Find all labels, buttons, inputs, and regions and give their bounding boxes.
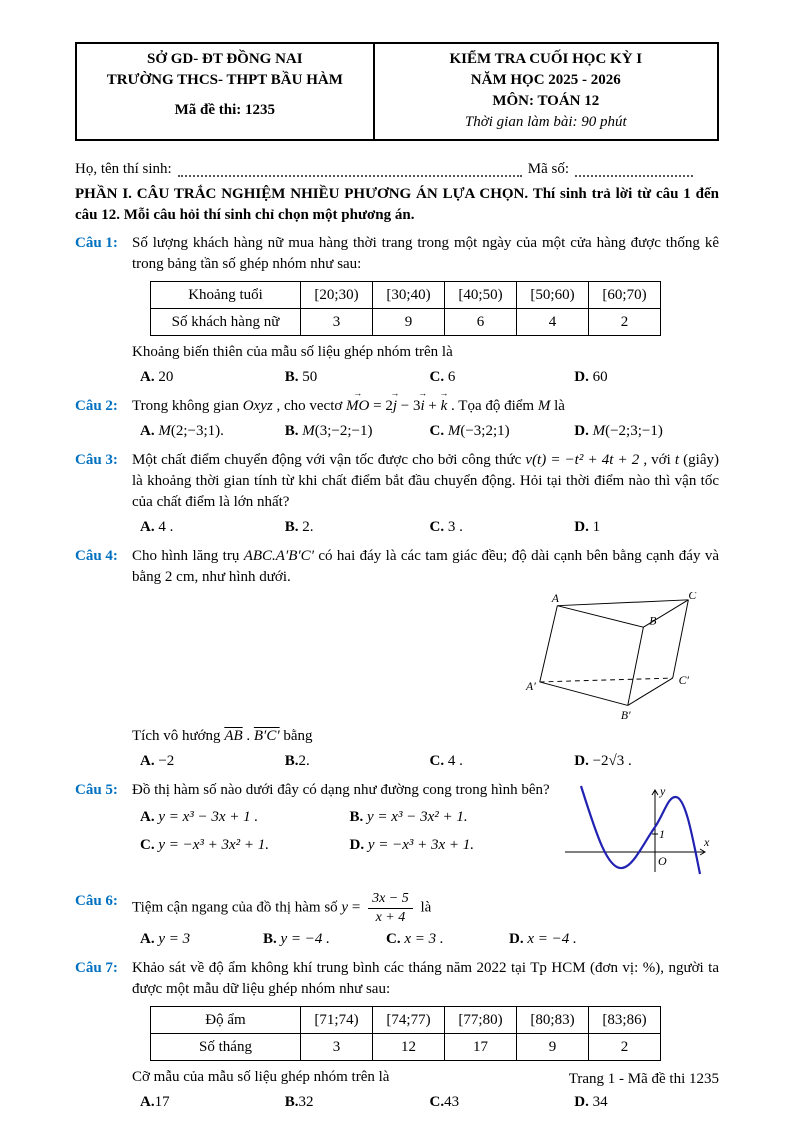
question-6-options — [132, 929, 632, 950]
fraction-numerator: 3x − 5 — [368, 891, 413, 909]
question-2 — [75, 396, 719, 443]
stem-part: có hai đáy là các tam giác đều; độ dài cạnh bên bằng cạnh đáy và bằng 2 cm, như hình dưới. — [132, 548, 719, 585]
option-b — [263, 929, 386, 950]
stem-part: bằng — [279, 728, 313, 744]
option-text: 3 . — [444, 519, 463, 535]
option-text: 2. — [298, 753, 310, 769]
option-text: (−3;2;1) — [460, 423, 510, 439]
option-text: 20 — [154, 369, 174, 385]
option-text: 6 — [444, 369, 456, 385]
question-1-body — [132, 233, 719, 389]
question-2-options — [132, 421, 719, 442]
question-7-body — [132, 958, 719, 1114]
question-3 — [75, 450, 719, 539]
option-text: y = 3 — [158, 931, 191, 948]
option-text: C. — [429, 519, 445, 535]
question-3-label: Câu 3: — [75, 452, 118, 468]
question-4-label: Câu 4: — [75, 548, 118, 564]
stem-part: ABC.A′B′C′ — [243, 548, 314, 564]
question-1-options — [132, 367, 719, 388]
option-text: M — [302, 423, 315, 439]
table-cell: [80;83) — [517, 1007, 589, 1034]
stem-part: . Tọa độ điểm — [447, 398, 538, 414]
row-label: Số tháng — [151, 1034, 301, 1061]
prism-edge — [557, 606, 643, 628]
row-label: Độ ẩm — [151, 1007, 301, 1034]
option-text: C. — [429, 1094, 445, 1111]
stem-part: Tiệm cận ngang của đồ thị hàm số — [132, 899, 342, 916]
option-text: −2√3 . — [588, 753, 632, 769]
option-text: M — [592, 423, 606, 439]
question-6-body — [132, 891, 719, 951]
table-cell: 6 — [445, 309, 517, 336]
option-text: y = −x³ + 3x² + 1. — [158, 837, 270, 853]
option-c — [386, 929, 509, 950]
origin-label: O — [658, 854, 667, 868]
option-d — [350, 835, 560, 856]
question-5-stem: Đồ thị hàm số nào dưới đây có dạng như đường cong trong hình bên? — [132, 782, 550, 798]
option-text: y = x³ − 3x + 1 . — [158, 809, 259, 825]
table-cell: 9 — [517, 1034, 589, 1061]
stem-part: M — [537, 398, 551, 414]
question-4-follow — [132, 726, 719, 747]
option-d — [574, 1092, 719, 1113]
fraction — [368, 891, 413, 925]
question-1-stem: Số lượng khách hàng nữ mua hàng thời trang trong một ngày của một cửa hàng được thống kê trong bảng tần số ghép nhóm như sau: — [132, 235, 719, 272]
table-row — [151, 1007, 661, 1034]
vertex-label-c1: C′ — [678, 673, 689, 687]
question-6-stem — [132, 891, 719, 925]
question-1-follow: Khoảng biến thiên của mẫu số liệu ghép nhóm trên là — [132, 344, 453, 360]
fraction-denominator: x + 4 — [375, 909, 406, 925]
option-text: B. — [263, 931, 281, 948]
option-text: 43 — [444, 1094, 460, 1111]
stem-part: Trong không gian — [132, 398, 243, 414]
stem-part: Cho hình lăng trụ — [132, 548, 244, 564]
option-text: A. — [140, 809, 159, 825]
option-text: C. — [429, 753, 445, 769]
option-text: D. — [574, 369, 589, 385]
option-text: 2. — [298, 519, 314, 535]
option-text: x = −4 . — [527, 931, 577, 948]
axis-label-y: y — [660, 784, 666, 798]
option-b — [285, 517, 430, 538]
option-a — [140, 929, 263, 950]
option-a — [140, 751, 285, 772]
page-footer: Trang 1 - Mã đề thi 1235 — [568, 1071, 719, 1087]
stem-part: B′C′ — [253, 728, 280, 744]
prism-edge — [540, 606, 558, 682]
question-7-follow: Cỡ mẫu của mẫu số liệu ghép nhóm trên là — [132, 1069, 390, 1086]
exam-duration: Thời gian làm bài: 90 phút — [464, 114, 627, 130]
option-text: 60 — [588, 369, 608, 385]
option-c — [430, 517, 575, 538]
vertex-label-b1: B′ — [620, 709, 631, 723]
question-5-left — [132, 780, 559, 856]
row-label: Khoảng tuổi — [151, 282, 301, 309]
equals-sign: = — [348, 899, 365, 916]
option-text: y = x³ − 3x² + 1. — [367, 809, 468, 825]
option-text: y = −4 . — [280, 931, 330, 948]
table-cell: [83;86) — [589, 1007, 661, 1034]
option-text: C. — [140, 837, 159, 853]
question-3-options — [132, 517, 719, 538]
option-b — [350, 807, 560, 828]
option-text: C. — [429, 369, 445, 385]
option-text: −2 — [154, 753, 175, 769]
table-cell: 2 — [589, 309, 661, 336]
question-4-figure-wrap — [132, 592, 719, 724]
question-7-stem: Khảo sát về độ ẩm không khí trung bình các tháng năm 2022 tại Tp HCM (đơn vị: %), người ta được một mẫu dữ liệu ghép nhóm như sau: — [132, 960, 719, 998]
option-text: B. — [284, 753, 299, 769]
option-c — [140, 835, 350, 856]
question-2-stem — [132, 396, 719, 417]
axis-label-x: x — [704, 835, 710, 849]
stem-part: , với — [639, 452, 675, 468]
stem-part: j → — [393, 396, 397, 417]
option-text: 4 . — [154, 519, 174, 535]
option-a — [140, 1092, 285, 1113]
subject-name: MÔN: TOÁN 12 — [492, 93, 600, 109]
option-text: D. — [349, 837, 368, 853]
option-d — [574, 421, 719, 442]
stem-part: v(t) = −t² + 4t + 2 — [525, 452, 640, 468]
question-7 — [75, 958, 719, 1114]
stem-part: t — [674, 452, 680, 468]
stem-part: + — [424, 398, 441, 414]
table-cell: [60;70) — [589, 282, 661, 309]
vertex-label-b: B — [649, 614, 657, 628]
stem-part: − 3 — [397, 398, 421, 414]
option-text: D. — [509, 931, 528, 948]
cubic-graph — [559, 782, 714, 877]
table-cell: [50;60) — [517, 282, 589, 309]
student-id-label: Mã số: — [527, 161, 569, 177]
part1-heading: PHẦN I. CÂU TRẮC NGHIỆM NHIỀU PHƯƠNG ÁN LỰA CHỌN. Thí sinh trả lời từ câu 1 đến câu 12. Mỗi câu hỏi thí sinh chỉ chọn một phương án. — [75, 186, 719, 223]
exam-header — [75, 42, 719, 141]
table-cell: 17 — [445, 1034, 517, 1061]
option-c — [430, 1092, 575, 1113]
option-d — [574, 751, 719, 772]
question-7-options — [132, 1092, 719, 1113]
prism-hidden-edge — [540, 678, 673, 682]
school-year: NĂM HỌC 2025 - 2026 — [470, 72, 621, 88]
option-text: C. — [386, 931, 405, 948]
question-5-body — [132, 780, 719, 884]
table-cell: [71;74) — [301, 1007, 373, 1034]
option-d — [574, 367, 719, 388]
stem-part: i → — [420, 396, 424, 417]
option-text: B. — [284, 369, 299, 385]
question-6 — [75, 891, 719, 951]
option-text: B. — [284, 423, 303, 439]
student-name-label: Họ, tên thí sinh: — [75, 161, 172, 177]
question-7-table — [150, 1006, 661, 1061]
header-school-block — [77, 44, 375, 139]
question-3-stem — [132, 450, 719, 513]
table-row — [151, 282, 661, 309]
stem-part: Một chất điểm chuyển động với vận tốc được cho bởi công thức — [132, 452, 526, 468]
question-1-label: Câu 1: — [75, 235, 118, 251]
option-text: M — [158, 423, 171, 439]
prism-edge — [628, 678, 673, 705]
vertex-label-c: C — [688, 592, 697, 602]
prism-edge — [540, 682, 628, 705]
student-info-line — [75, 159, 719, 180]
vertex-label-a: A — [551, 592, 559, 605]
option-d — [509, 929, 632, 950]
question-4-body — [132, 546, 719, 773]
option-text: B. — [284, 1094, 299, 1111]
option-text: D. — [574, 423, 593, 439]
school-department: SỞ GD- ĐT ĐỒNG NAI — [147, 51, 303, 67]
option-text: A. — [140, 931, 159, 948]
option-text: A. — [140, 753, 155, 769]
option-c — [430, 367, 575, 388]
option-b — [285, 367, 430, 388]
table-cell: 2 — [589, 1034, 661, 1061]
option-text: 1 — [588, 519, 601, 535]
stem-part: là — [416, 899, 432, 916]
table-row — [151, 309, 661, 336]
unit-label: 1 — [659, 827, 665, 841]
option-b — [285, 421, 430, 442]
option-b — [285, 1092, 430, 1113]
option-text: A. — [140, 423, 159, 439]
option-text: A. — [140, 1094, 155, 1111]
option-text: 4 . — [444, 753, 463, 769]
table-cell: [40;50) — [445, 282, 517, 309]
table-row — [151, 1034, 661, 1061]
option-text: (2;−3;1). — [170, 423, 224, 439]
vertex-label-a1: A′ — [526, 679, 536, 693]
option-text: A. — [140, 369, 155, 385]
question-2-body — [132, 396, 719, 443]
option-text: (−2;3;−1) — [605, 423, 663, 439]
option-text: (3;−2;−1) — [314, 423, 373, 439]
option-a — [140, 807, 350, 828]
question-7-label: Câu 7: — [75, 960, 118, 977]
stem-part: (giây) là khoảng thời gian tính từ khi chất điểm bắt đầu chuyển động. Hỏi tại thời điểm nào thì vận tốc của chất điểm là lớn nhất? — [132, 452, 719, 510]
option-text: B. — [284, 519, 299, 535]
option-text: 34 — [588, 1094, 608, 1111]
question-1-table — [150, 281, 661, 336]
question-6-label: Câu 6: — [75, 893, 118, 909]
table-cell: 4 — [517, 309, 589, 336]
question-2-label: Câu 2: — [75, 398, 118, 414]
option-text: D. — [574, 1094, 589, 1111]
function-var: y — [341, 899, 349, 916]
option-text: A. — [140, 519, 155, 535]
prism-figure — [524, 592, 709, 724]
stem-part: $\overline{AB}$ — [224, 728, 243, 744]
option-text: x = 3 . — [404, 931, 444, 948]
student-name-fill — [178, 162, 522, 177]
table-cell: 3 — [301, 309, 373, 336]
question-5-label: Câu 5: — [75, 782, 118, 798]
stem-part: = 2 — [369, 398, 393, 414]
exam-title: KIỂM TRA CUỐI HỌC KỲ I — [449, 51, 643, 67]
stem-part: . — [242, 728, 254, 744]
table-cell: [20;30) — [301, 282, 373, 309]
table-cell: [74;77) — [373, 1007, 445, 1034]
option-c — [430, 751, 575, 772]
prism-edge — [557, 600, 688, 606]
question-1 — [75, 233, 719, 389]
question-5-figure-wrap — [559, 782, 719, 884]
option-text: D. — [574, 753, 589, 769]
option-text: 17 — [154, 1094, 170, 1111]
option-text: M — [447, 423, 461, 439]
stem-part: là — [550, 398, 565, 414]
option-a — [140, 517, 285, 538]
school-name: TRƯỜNG THCS- THPT BẦU HÀM — [106, 72, 343, 88]
option-text: B. — [349, 809, 368, 825]
question-5-options — [132, 807, 559, 856]
option-text: 50 — [298, 369, 318, 385]
option-c — [430, 421, 575, 442]
stem-part: Tích vô hướng — [132, 728, 225, 744]
question-3-body — [132, 450, 719, 539]
question-4-stem — [132, 546, 719, 588]
question-4 — [75, 546, 719, 773]
exam-code: Mã đề thi: 1235 — [174, 102, 275, 118]
option-text: C. — [429, 423, 448, 439]
question-5 — [75, 780, 719, 884]
prism-edge — [673, 600, 689, 678]
table-cell: 9 — [373, 309, 445, 336]
stem-part: MO → — [346, 396, 369, 417]
cubic-curve — [581, 786, 700, 874]
question-4-options — [132, 751, 719, 772]
prism-edge — [628, 627, 644, 705]
table-cell: [77;80) — [445, 1007, 517, 1034]
option-a — [140, 367, 285, 388]
student-id-fill — [575, 162, 693, 177]
option-a — [140, 421, 285, 442]
option-d — [574, 517, 719, 538]
stem-part: , cho vectơ — [272, 398, 347, 414]
option-text: D. — [574, 519, 589, 535]
table-cell: [30;40) — [373, 282, 445, 309]
option-text: y = −x³ + 3x + 1. — [367, 837, 475, 853]
option-b — [285, 751, 430, 772]
table-cell: 3 — [301, 1034, 373, 1061]
stem-part: Oxyz — [242, 398, 273, 414]
table-cell: 12 — [373, 1034, 445, 1061]
header-exam-block — [375, 44, 717, 139]
option-text: 32 — [298, 1094, 314, 1111]
stem-part: k → — [441, 396, 448, 417]
row-label: Số khách hàng nữ — [151, 309, 301, 336]
